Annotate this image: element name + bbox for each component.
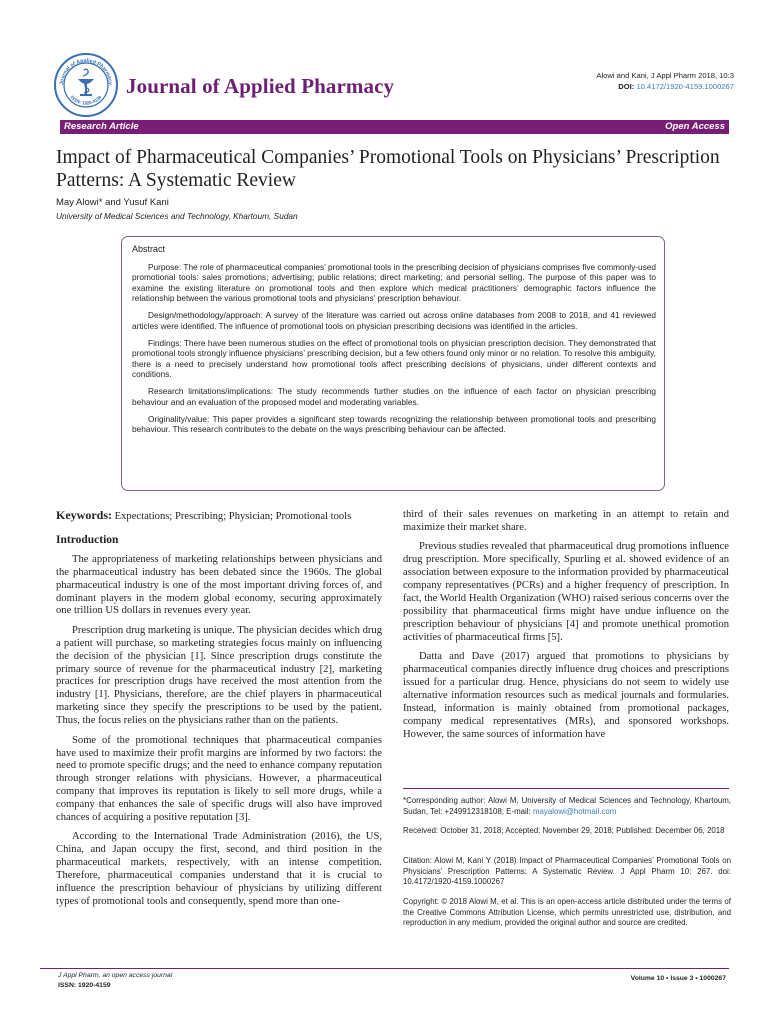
body-paragraph: Previous studies revealed that pharmaceutical drug promotions influence drug prescription. More specifically, Spurling et al. showed evidence of an association between exposure to the information provided by pharmaceutical company representatives (PCRs) and a higher frequency of prescription. In fact, the World Health Organization (WHO) raised serious concerns over the possibility that pharmaceutical firms might have undue influence on the prescription behaviour of physicians [4] and promote unethical promotion activities of pharmaceutical firms [5].	[403, 541, 729, 643]
logo-text-bottom: ISSN: 1920-4159	[69, 94, 103, 106]
abstract-heading: Abstract	[132, 244, 166, 254]
corresponding-text: Alowi M, University of Medical Sciences and Technology, Khartoum, Sudan, Tel: +249912318108; E-mail:	[403, 796, 731, 816]
copyright-text: © 2018 Alowi M, et al. This is an open-access article distributed under the terms of the Creative Commons Attribution License, which permits unrestricted use, distribution, and reproduction in any medium, provided the original author and source are credited.	[403, 897, 731, 927]
logo-text-top: Journal of Applied Pharmacy	[58, 57, 114, 86]
article-type-label: Research Article	[64, 121, 139, 132]
notes-divider	[403, 788, 729, 789]
citation-text: Alowi M, Kani Y (2018) Impact of Pharmaceutical Companies’ Promotional Tools on Physicians’ Prescription Patterns: A Systematic Review. J Appl Pharm 10: 267. doi: 10.4172/1920-4159.1000267	[403, 856, 731, 886]
article-type-band	[60, 120, 729, 134]
citation-short: Alowi and Kani, J Appl Pharm 2018, 10:3	[596, 71, 734, 80]
doi-label: DOI:	[618, 82, 635, 91]
footer-issn: ISSN: 1920-4159	[58, 982, 111, 989]
doi-link[interactable]: 10.4172/1920-4159.1000267	[636, 82, 734, 91]
body-paragraph: According to the International Trade Administration (2016), the US, China, and Japan occupy the first, second, and third position in the pharmaceutical markets, respectively, with an intense competition. Therefore, pharmaceutical companies understand that it is crucial to influence the prescription behaviour of physicians by utilizing different types of promotional tools and consequently, spend more than one-	[56, 831, 382, 907]
journal-logo	[53, 52, 119, 118]
article-authors: May Alowi* and Yusuf Kani	[56, 197, 169, 208]
footer-divider	[40, 968, 729, 969]
footer-volume: Volume 10 • Issue 3 • 1000267	[630, 975, 726, 982]
corresponding-author-note	[403, 796, 731, 817]
copyright-label: Copyright:	[403, 897, 439, 906]
article-title: Impact of Pharmaceutical Companies’ Promotional Tools on Physicians’ Prescription Patterns: A Systematic Review	[56, 147, 720, 191]
body-paragraph: The appropriateness of marketing relationships between physicians and the pharmaceutical industry has been debated since the 1960s. The global pharmaceutical industry is one of the most important driving forces of, and dominant players in the modern global economy, securing approximately one trillion US dollars in revenues every year.	[56, 553, 382, 617]
footer-journal-line: J Appl Pharm, an open access journal	[58, 972, 173, 979]
received-dates: Received: October 31, 2018; Accepted: November 29, 2018; Published: December 06, 2018	[403, 826, 725, 835]
abstract-originality: Originality/value: This paper provides a significant step towards recognizing the relationship between promotional tools and prescribing behaviour. This research contributes to the debate on the ways prescribing behaviour can be affected.	[132, 413, 656, 434]
body-right-column	[403, 509, 729, 748]
abstract-box	[121, 236, 665, 491]
article-affiliation: University of Medical Sciences and Technology, Khartoum, Sudan	[56, 211, 298, 221]
abstract-methodology: Design/methodology/approach: A survey of the literature was carried out across online databases from 2008 to 2018, and 41 reviewed articles were identified. The influence of promotional tools on physician prescribing decisions was identified in the articles.	[132, 310, 656, 331]
body-paragraph: third of their sales revenues on marketing in an attempt to retain and maximize their market share.	[403, 509, 729, 533]
abstract-purpose: Purpose: The role of pharmaceutical companies’ promotional tools in the prescribing decision of physicians comprises five commonly-used promotional tools: sales promotions; advertising; public relations; direct marketing; and personal selling. The purpose of this paper was to examine the existing literature on promotional tools and then explore which medical practitioners’ demographic factors influence the relationship between the various promotional tools and physicians’ prescription behaviour.	[132, 261, 656, 303]
corresponding-label: *Corresponding author:	[403, 796, 486, 805]
citation-note	[403, 856, 731, 888]
body-paragraph: Datta and Dave (2017) argued that promotions to physicians by pharmaceutical companies directly influence drug choices and prescriptions issued for a particular drug. Hence, physicians do not seem to widely use alternative information resources such as medical journals and formularies. Instead, information is mainly obtained from promotional packages, company medical representatives (MRs), and sponsored workshops. However, the same sources of information have	[403, 651, 729, 740]
footer-journal-info	[58, 971, 172, 991]
doi-line	[596, 81, 734, 92]
keywords-label: Keywords:	[56, 508, 112, 522]
journal-title: Journal of Applied Pharmacy	[126, 74, 395, 98]
introduction-heading: Introduction	[56, 533, 119, 546]
open-access-label: Open Access	[665, 121, 725, 132]
header-citation-block	[596, 70, 734, 92]
author-email-link[interactable]: mayalowi@hotmail.com	[532, 806, 617, 816]
abstract-findings: Findings: There have been numerous studies on the effect of promotional tools on physician prescription decision. They demonstrated that promotional tools strongly influence physicians’ prescribing decision, but a few others found only minor or no relation. To resolve this ambiguity, there is a need to precisely understand how promotional tools affect prescribing decisions of physicians, under different contexts and conditions.	[132, 337, 656, 379]
body-paragraph: Prescription drug marketing is unique. The physician decides which drug a patient will purchase, so marketing strategies focus mainly on influencing the decision of the physician [1]. Since prescription drugs constitute the primary source of revenue for the pharmaceutical industry [2], marketing practices for prescription drugs have received the most attention from the industry [1]. Physicians, therefore, are the chief players in pharmaceutical marketing since they specify the prescriptions to be used by the patient. Thus, the focus relies on the physicians rather than on the patients.	[56, 624, 382, 727]
body-paragraph: Some of the promotional techniques that pharmaceutical companies have used to maximize their profit margins are informed by two factors: the need to promote specific drugs; and the need to enhance company reputation through stronger relations with physicians. However, a pharmaceutical company that improves its reputation is likely to sell more drugs, while a company that enhances the sale of specific drugs will also have improved chances of acquiring a positive reputation [3].	[56, 734, 382, 824]
abstract-limitations: Research limitations/implications: The study recommends further studies on the influence of each factor on physician prescribing behaviour and an evaluation of the proposed model and moderating variables.	[132, 386, 656, 407]
keywords-line	[56, 509, 382, 524]
body-left-column	[56, 509, 382, 915]
keywords-text: Expectations; Prescribing; Physician; Promotional tools	[114, 511, 352, 522]
citation-label: Citation:	[403, 856, 432, 865]
journal-seal-icon	[53, 52, 119, 118]
copyright-note	[403, 897, 731, 929]
